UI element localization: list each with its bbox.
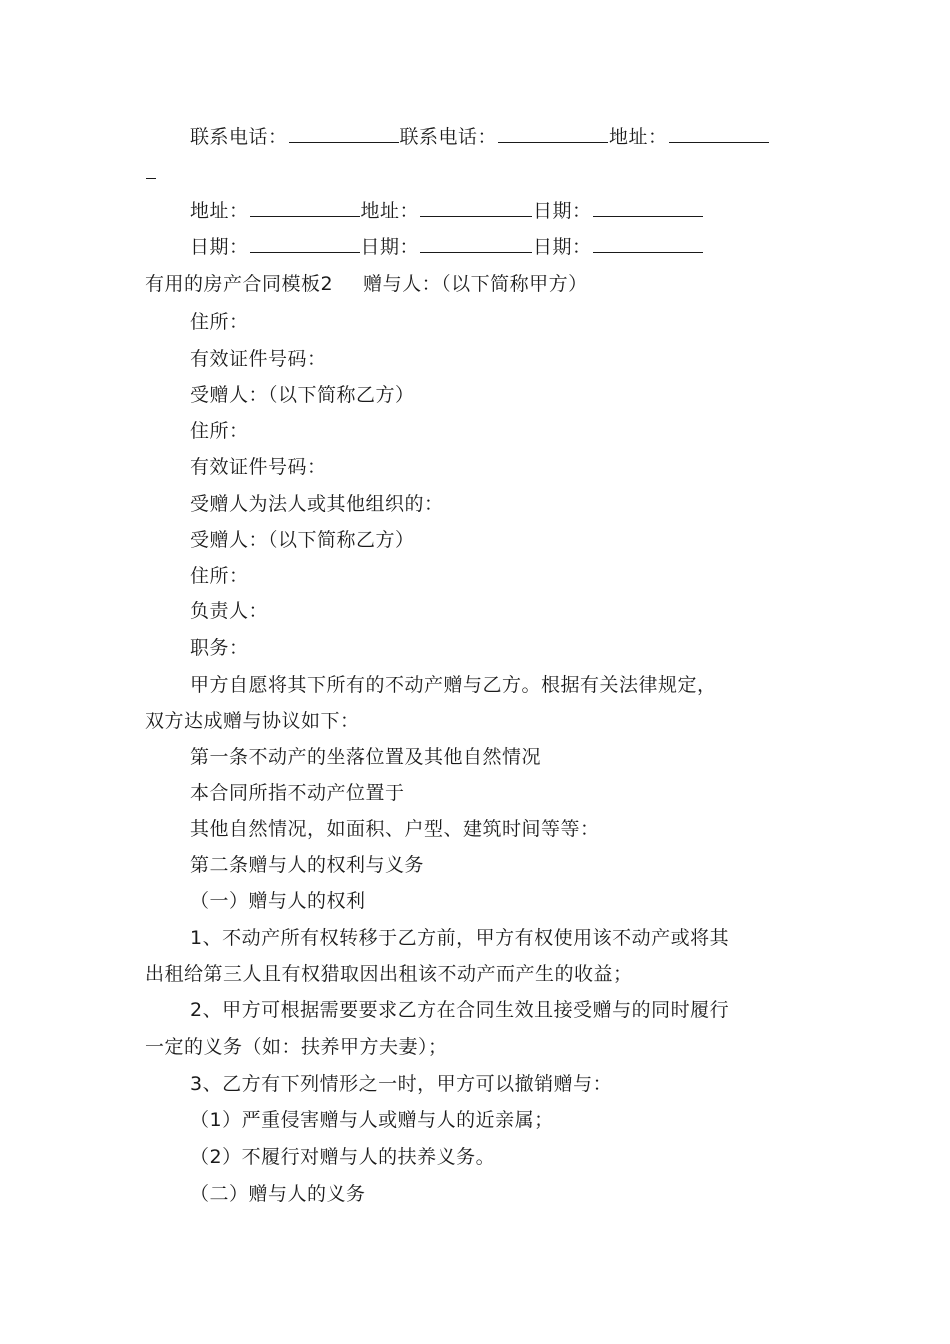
paragraph-line: 有效证件号码： [190, 456, 327, 478]
phone-blank-b [498, 124, 608, 143]
paragraph-line: 3、乙方有下列情形之一时，甲方可以撤销赠与： [190, 1073, 613, 1095]
phone-blank-a [289, 124, 399, 143]
phone-label-a: 联系电话： [190, 126, 288, 148]
paragraph-line: 本合同所指不动产位置于 [190, 782, 405, 804]
paragraph-line: 受赠人：（以下简称乙方） [190, 529, 415, 551]
phone-label-b: 联系电话： [399, 126, 498, 148]
paragraph-line: 第一条不动产的坐落位置及其他自然情况 [190, 746, 542, 768]
paragraph-line: 受赠人为法人或其他组织的： [190, 493, 444, 515]
paragraph-line: 负责人： [190, 600, 269, 622]
paragraph-line: 住所： [190, 565, 249, 587]
signature-wrap [145, 160, 157, 186]
contract-heading [145, 271, 588, 297]
address-label-c: 地址： [609, 126, 668, 148]
date-label-c: 日期： [533, 200, 592, 222]
address-label-b: 地址： [360, 200, 420, 222]
paragraph-line: 甲方自愿将其下所有的不动产赠与乙方。根据有关法律规定， [190, 674, 717, 696]
date-label-c2: 日期： [533, 236, 592, 258]
address-blank-c [669, 124, 769, 143]
paragraph-line: 出租给第三人且有权猎取因出租该不动产而产生的收益； [145, 963, 633, 985]
paragraph-line: 有效证件号码： [190, 348, 327, 370]
address-blank-b [420, 198, 532, 217]
donor-intro: 赠与人：（以下简称甲方） [363, 273, 588, 295]
address-blank-a [250, 198, 360, 217]
signature-row-dates [190, 234, 704, 260]
paragraph-line: 其他自然情况，如面积、户型、建筑时间等等： [190, 818, 600, 840]
signature-row-contacts [190, 124, 770, 150]
paragraph-line: （2）不履行对赠与人的扶养义务。 [190, 1146, 496, 1168]
address-blank-c-wrap [146, 160, 156, 179]
paragraph-line: 1、不动产所有权转移于乙方前，甲方有权使用该不动产或将其 [190, 927, 730, 949]
paragraph-line: 住所： [190, 311, 249, 333]
paragraph-line: 住所： [190, 420, 249, 442]
date-blank-b [420, 234, 532, 253]
date-label-b: 日期： [360, 236, 420, 258]
paragraph-line: （一）赠与人的权利 [190, 890, 366, 912]
date-blank-c [593, 198, 703, 217]
date-blank-a [250, 234, 360, 253]
address-label-a: 地址： [190, 200, 249, 222]
date-blank-c2 [593, 234, 703, 253]
paragraph-line: 第二条赠与人的权利与义务 [190, 854, 425, 876]
paragraph-line: 双方达成赠与协议如下： [145, 710, 360, 732]
paragraph-line: （二）赠与人的义务 [190, 1183, 366, 1205]
paragraph-line: 2、甲方可根据需要要求乙方在合同生效且接受赠与的同时履行 [190, 999, 730, 1021]
date-label-a: 日期： [190, 236, 249, 258]
contract-title: 有用的房产合同模板2 [145, 273, 334, 295]
paragraph-line: 受赠人：（以下简称乙方） [190, 384, 415, 406]
paragraph-line: （1）严重侵害赠与人或赠与人的近亲属； [190, 1109, 554, 1131]
paragraph-line: 一定的义务（如：扶养甲方夫妻）； [145, 1036, 448, 1058]
signature-row-addresses [190, 198, 704, 224]
paragraph-line: 职务： [190, 637, 249, 659]
